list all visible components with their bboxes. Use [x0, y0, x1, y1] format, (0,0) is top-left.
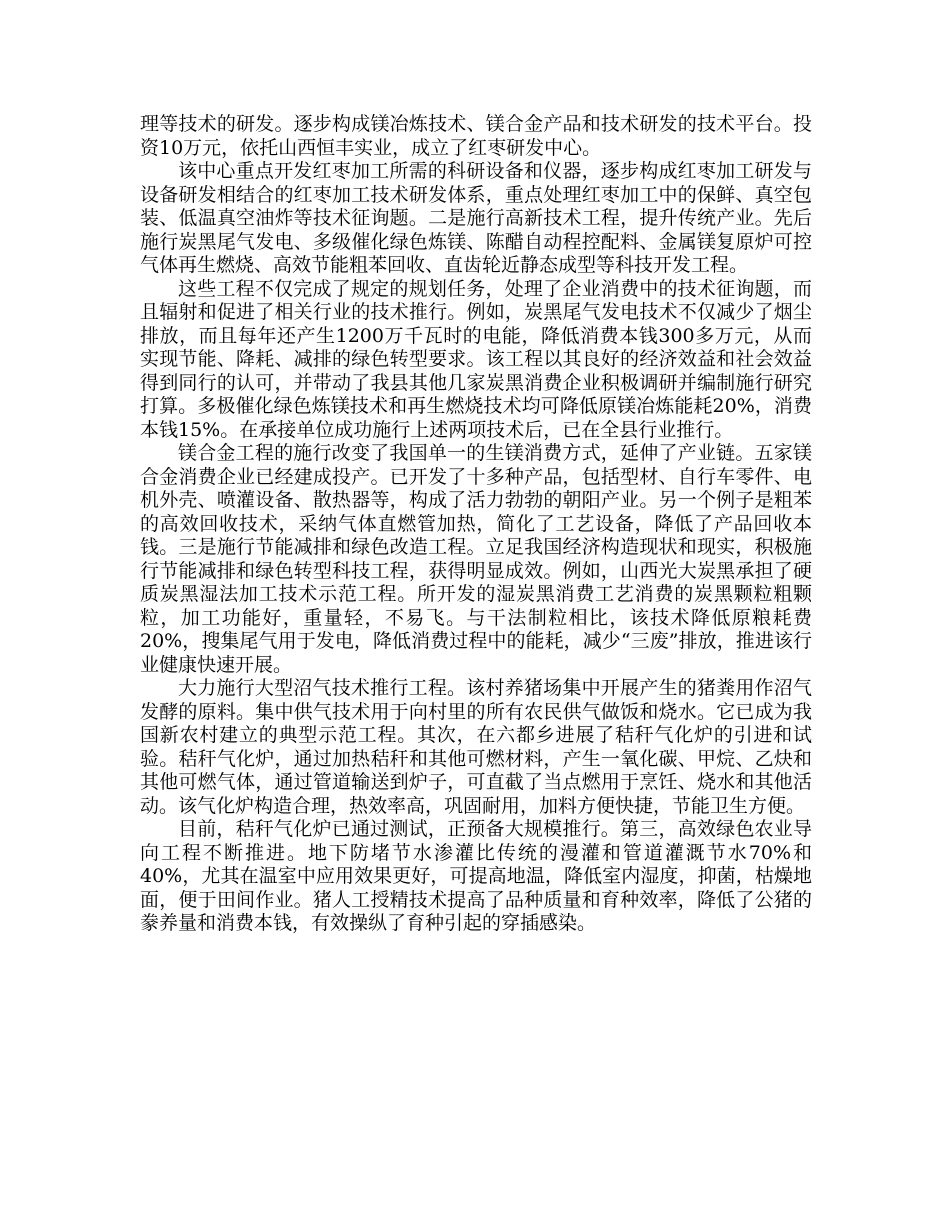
paragraph-1: 理等技术的研发。逐步构成镁冶炼技术、镁合金产品和技术研发的技术平台。投资10万元，依托山西恒丰实业，成立了红枣研发中心。: [140, 113, 812, 159]
paragraph-5: 大力施行大型沼气技术推行工程。该村养猪场集中开展产生的猪粪用作沼气发酵的原料。集中供气技术用于向村里的所有农民供气做饭和烧水。它已成为我国新农村建立的典型示范工程。其次，在六都乡进展了秸秆气化炉的引进和试验。秸秆气化炉，通过加热秸秆和其他可燃材料，产生一氧化碳、甲烷、乙炔和其他可燃气体，通过管道输送到炉子，可直截了当点燃用于烹饪、烧水和其他活动。该气化炉构造合理，热效率高，巩固耐用，加料方便快捷，节能卫生方便。: [140, 677, 812, 817]
paragraph-2: 该中心重点开发红枣加工所需的科研设备和仪器，逐步构成红枣加工研发与设备研发相结合的红枣加工技术研发体系，重点处理红枣加工中的保鲜、真空包装、低温真空油炸等技术征询题。二是施行高新技术工程，提升传统产业。先后施行炭黑尾气发电、多级催化绿色炼镁、陈醋自动程控配料、金属镁复原炉可控气体再生燃烧、高效节能粗苯回收、直齿轮近静态成型等科技开发工程。: [140, 160, 812, 276]
document-body: [140, 113, 812, 936]
paragraph-6: 目前，秸秆气化炉已通过测试，正预备大规模推行。第三，高效绿色农业导向工程不断推进。地下防堵节水渗灌比传统的漫灌和管道灌溉节水70%和40%，尤其在温室中应用效果更好，可提高地温，降低室内湿度，抑菌，枯燥地面，便于田间作业。猪人工授精技术提高了品种质量和育种效率，降低了公猪的豢养量和消费本钱，有效操纵了育种引起的穿插感染。: [140, 818, 812, 934]
paragraph-4: 镁合金工程的施行改变了我国单一的生镁消费方式，延伸了产业链。五家镁合金消费企业已经建成投产。已开发了十多种产品，包括型材、自行车零件、电机外壳、喷灌设备、散热器等，构成了活力勃勃的朝阳产业。另一个例子是粗苯的高效回收技术，采纳气体直燃管加热，简化了工艺设备，降低了产品回收本钱。三是施行节能减排和绿色改造工程。立足我国经济构造现状和现实，积极施行节能减排和绿色转型科技工程，获得明显成效。例如，山西光大炭黑承担了硬质炭黑湿法加工技术示范工程。所开发的湿炭黑消费工艺消费的炭黑颗粒粗颗粒，加工功能好，重量轻，不易飞。与干法制粒相比，该技术降低原粮耗费20%，搜集尾气用于发电，降低消费过程中的能耗，减少“三废”排放，推进该行业健康快速开展。: [140, 442, 812, 676]
paragraph-3: 这些工程不仅完成了规定的规划任务，处理了企业消费中的技术征询题，而且辐射和促进了相关行业的技术推行。例如，炭黑尾气发电技术不仅减少了烟尘排放，而且每年还产生1200万千瓦时的电能，降低消费本钱300多万元，从而实现节能、降耗、减排的绿色转型要求。该工程以其良好的经济效益和社会效益得到同行的认可，并带动了我县其他几家炭黑消费企业积极调研并编制施行研究打算。多极催化绿色炼镁技术和再生燃烧技术均可降低原镁冶炼能耗20%，消费本钱15%。在承接单位成功施行上述两项技术后，已在全县行业推行。: [140, 277, 812, 441]
